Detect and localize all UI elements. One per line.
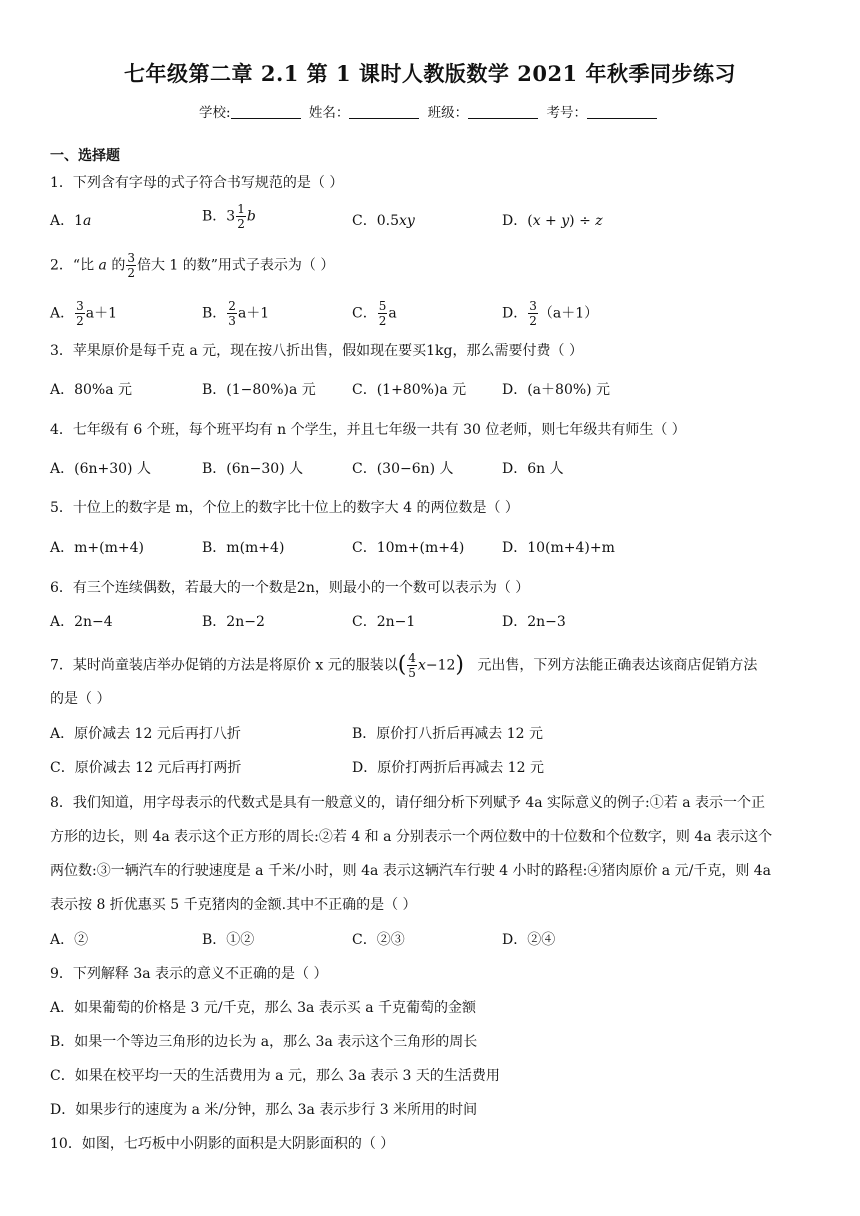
page-title: 七年级第二章 2.1 第 1 课时人教版数学 2021 年秋季同步练习 xyxy=(124,61,736,86)
section-heading: 一、选择题 xyxy=(50,148,120,164)
q8-option-d[interactable]: D．②④ xyxy=(502,932,556,948)
question-8-line-3: 两位数:③一辆汽车的行驶速度是 a 千米/小时，则 4a 表示这辆汽车行驶 4 小时的路程:④猪肉原价 a 元/千克，则 4a xyxy=(50,863,772,879)
question-3: 3．苹果原价是每千克 a 元，现在按八折出售，假如现在要买1kg，那么需要付费（ ） xyxy=(50,343,583,359)
question-10: 10．如图，七巧板中小阴影的面积是大阴影面积的（ ） xyxy=(50,1136,395,1152)
q1-option-c[interactable]: C．0.5xy xyxy=(352,213,415,229)
question-8-line-4: 表示按 8 折优惠买 5 千克猪肉的金额.其中不正确的是（ ） xyxy=(50,897,417,913)
q7-option-a[interactable]: A．原价减去 12 元后再打八折 xyxy=(50,726,241,742)
q8-option-a[interactable]: A．② xyxy=(50,932,89,948)
name-blank[interactable] xyxy=(349,105,419,119)
question-7-line-2: 的是（ ） xyxy=(50,691,111,707)
name-label: 姓名： xyxy=(308,105,350,121)
exam-label: 考号： xyxy=(546,105,587,121)
q6-option-d[interactable]: D．2n−3 xyxy=(502,614,566,630)
q9-option-d[interactable]: D．如果步行的速度为 a 米/分钟，那么 3a 表示步行 3 米所用的时间 xyxy=(50,1102,478,1118)
q6-option-c[interactable]: C．2n−1 xyxy=(352,614,416,630)
q7-option-b[interactable]: B．原价打八折后再减去 12 元 xyxy=(352,726,544,742)
student-info-line xyxy=(0,101,860,121)
fraction: $\frac{1}{2}$ xyxy=(237,202,245,231)
fraction: $\frac{3}{2}$ xyxy=(127,251,135,280)
q3-option-a[interactable]: A．80%a 元 xyxy=(50,382,133,398)
q4-option-d[interactable]: D．6n 人 xyxy=(502,461,564,477)
q9-option-c[interactable]: C．如果在校平均一天的生活费用为 a 元，那么 3a 表示 3 天的生活费用 xyxy=(50,1068,500,1084)
q8-option-b[interactable]: B．①② xyxy=(202,932,255,948)
q9-option-b[interactable]: B．如果一个等边三角形的边长为 a，那么 3a 表示这个三角形的周长 xyxy=(50,1034,478,1050)
question-1: 1．下列含有字母的式子符合书写规范的是（ ） xyxy=(50,175,344,191)
exam-blank[interactable] xyxy=(587,105,657,119)
q2-option-b[interactable]: B． $\frac{2}{3}$ a＋1 xyxy=(202,299,270,328)
question-8-line-2: 方形的边长，则 4a 表示这个正方形的周长:②若 4 和 a 分别表示一个两位数中的十位数和个位数字，则 4a 表示这个 xyxy=(50,829,773,845)
q8-option-c[interactable]: C．②③ xyxy=(352,932,405,948)
q5-option-b[interactable]: B．m(m+4) xyxy=(202,540,285,556)
q1-option-d[interactable]: D．(x + y) ÷ z xyxy=(502,213,603,229)
q3-option-b[interactable]: B．(1−80%)a 元 xyxy=(202,382,316,398)
q5-option-a[interactable]: A．m+(m+4) xyxy=(50,540,144,556)
q5-option-c[interactable]: C．10m+(m+4) xyxy=(352,540,465,556)
question-8-line-1: 8．我们知道，用字母表示的代数式是具有一般意义的，请仔细分析下列赋予 4a 实际意义的例子:①若 a 表示一个正 xyxy=(50,795,766,811)
class-label: 班级： xyxy=(427,105,469,121)
question-6: 6．有三个连续偶数，若最大的一个数是2n，则最小的一个数可以表示为（ ） xyxy=(50,580,530,596)
q4-option-c[interactable]: C．(30−6n) 人 xyxy=(352,461,454,477)
q7-option-c[interactable]: C．原价减去 12 元后再打两折 xyxy=(50,760,242,776)
question-9: 9．下列解释 3a 表示的意义不正确的是（ ） xyxy=(50,966,328,982)
q2-option-d[interactable]: D． $\frac{3}{2}$ （a＋1） xyxy=(502,299,599,328)
q2-option-c[interactable]: C． $\frac{5}{2}$ a xyxy=(352,299,397,328)
q6-option-b[interactable]: B．2n−2 xyxy=(202,614,265,630)
q5-option-d[interactable]: D．10(m+4)+m xyxy=(502,540,615,556)
school-blank[interactable] xyxy=(231,105,301,119)
q3-option-d[interactable]: D．(a＋80%) 元 xyxy=(502,382,611,398)
q1-option-b[interactable]: B．3 $\frac{1}{2}$ b xyxy=(202,202,256,231)
q6-option-a[interactable]: A．2n−4 xyxy=(50,614,113,630)
school-label: 学校: xyxy=(199,105,231,121)
class-blank[interactable] xyxy=(468,105,538,119)
q7-option-d[interactable]: D．原价打两折后再减去 12 元 xyxy=(352,760,544,776)
question-5: 5．十位上的数字是 m，个位上的数字比十位上的数字大 4 的两位数是（ ） xyxy=(50,500,519,516)
q4-option-a[interactable]: A．(6n+30) 人 xyxy=(50,461,151,477)
q9-option-a[interactable]: A．如果葡萄的价格是 3 元/千克，那么 3a 表示买 a 千克葡萄的金额 xyxy=(50,1000,477,1016)
question-2: 2．“比 a 的 $\frac{3}{2}$ 倍大 1 的数”用式子表示为（ ） xyxy=(50,251,335,280)
fraction: $\frac{4}{5}$ xyxy=(408,651,416,680)
q2-option-a[interactable]: A． $\frac{3}{2}$ a＋1 xyxy=(50,299,118,328)
question-7: 7．某时尚童装店举办促销的方法是将原价 x 元的服装以( $\frac{4}{5}$ x−12) 元出售，下列方法能正确表达该商店促销方法 xyxy=(50,651,758,680)
q4-option-b[interactable]: B．(6n−30) 人 xyxy=(202,461,304,477)
q1-option-a[interactable]: A．1a xyxy=(50,213,92,229)
question-4: 4．七年级有 6 个班，每个班平均有 n 个学生，并且七年级一共有 30 位老师，则七年级共有师生（ ） xyxy=(50,422,686,438)
q3-option-c[interactable]: C．(1+80%)a 元 xyxy=(352,382,467,398)
